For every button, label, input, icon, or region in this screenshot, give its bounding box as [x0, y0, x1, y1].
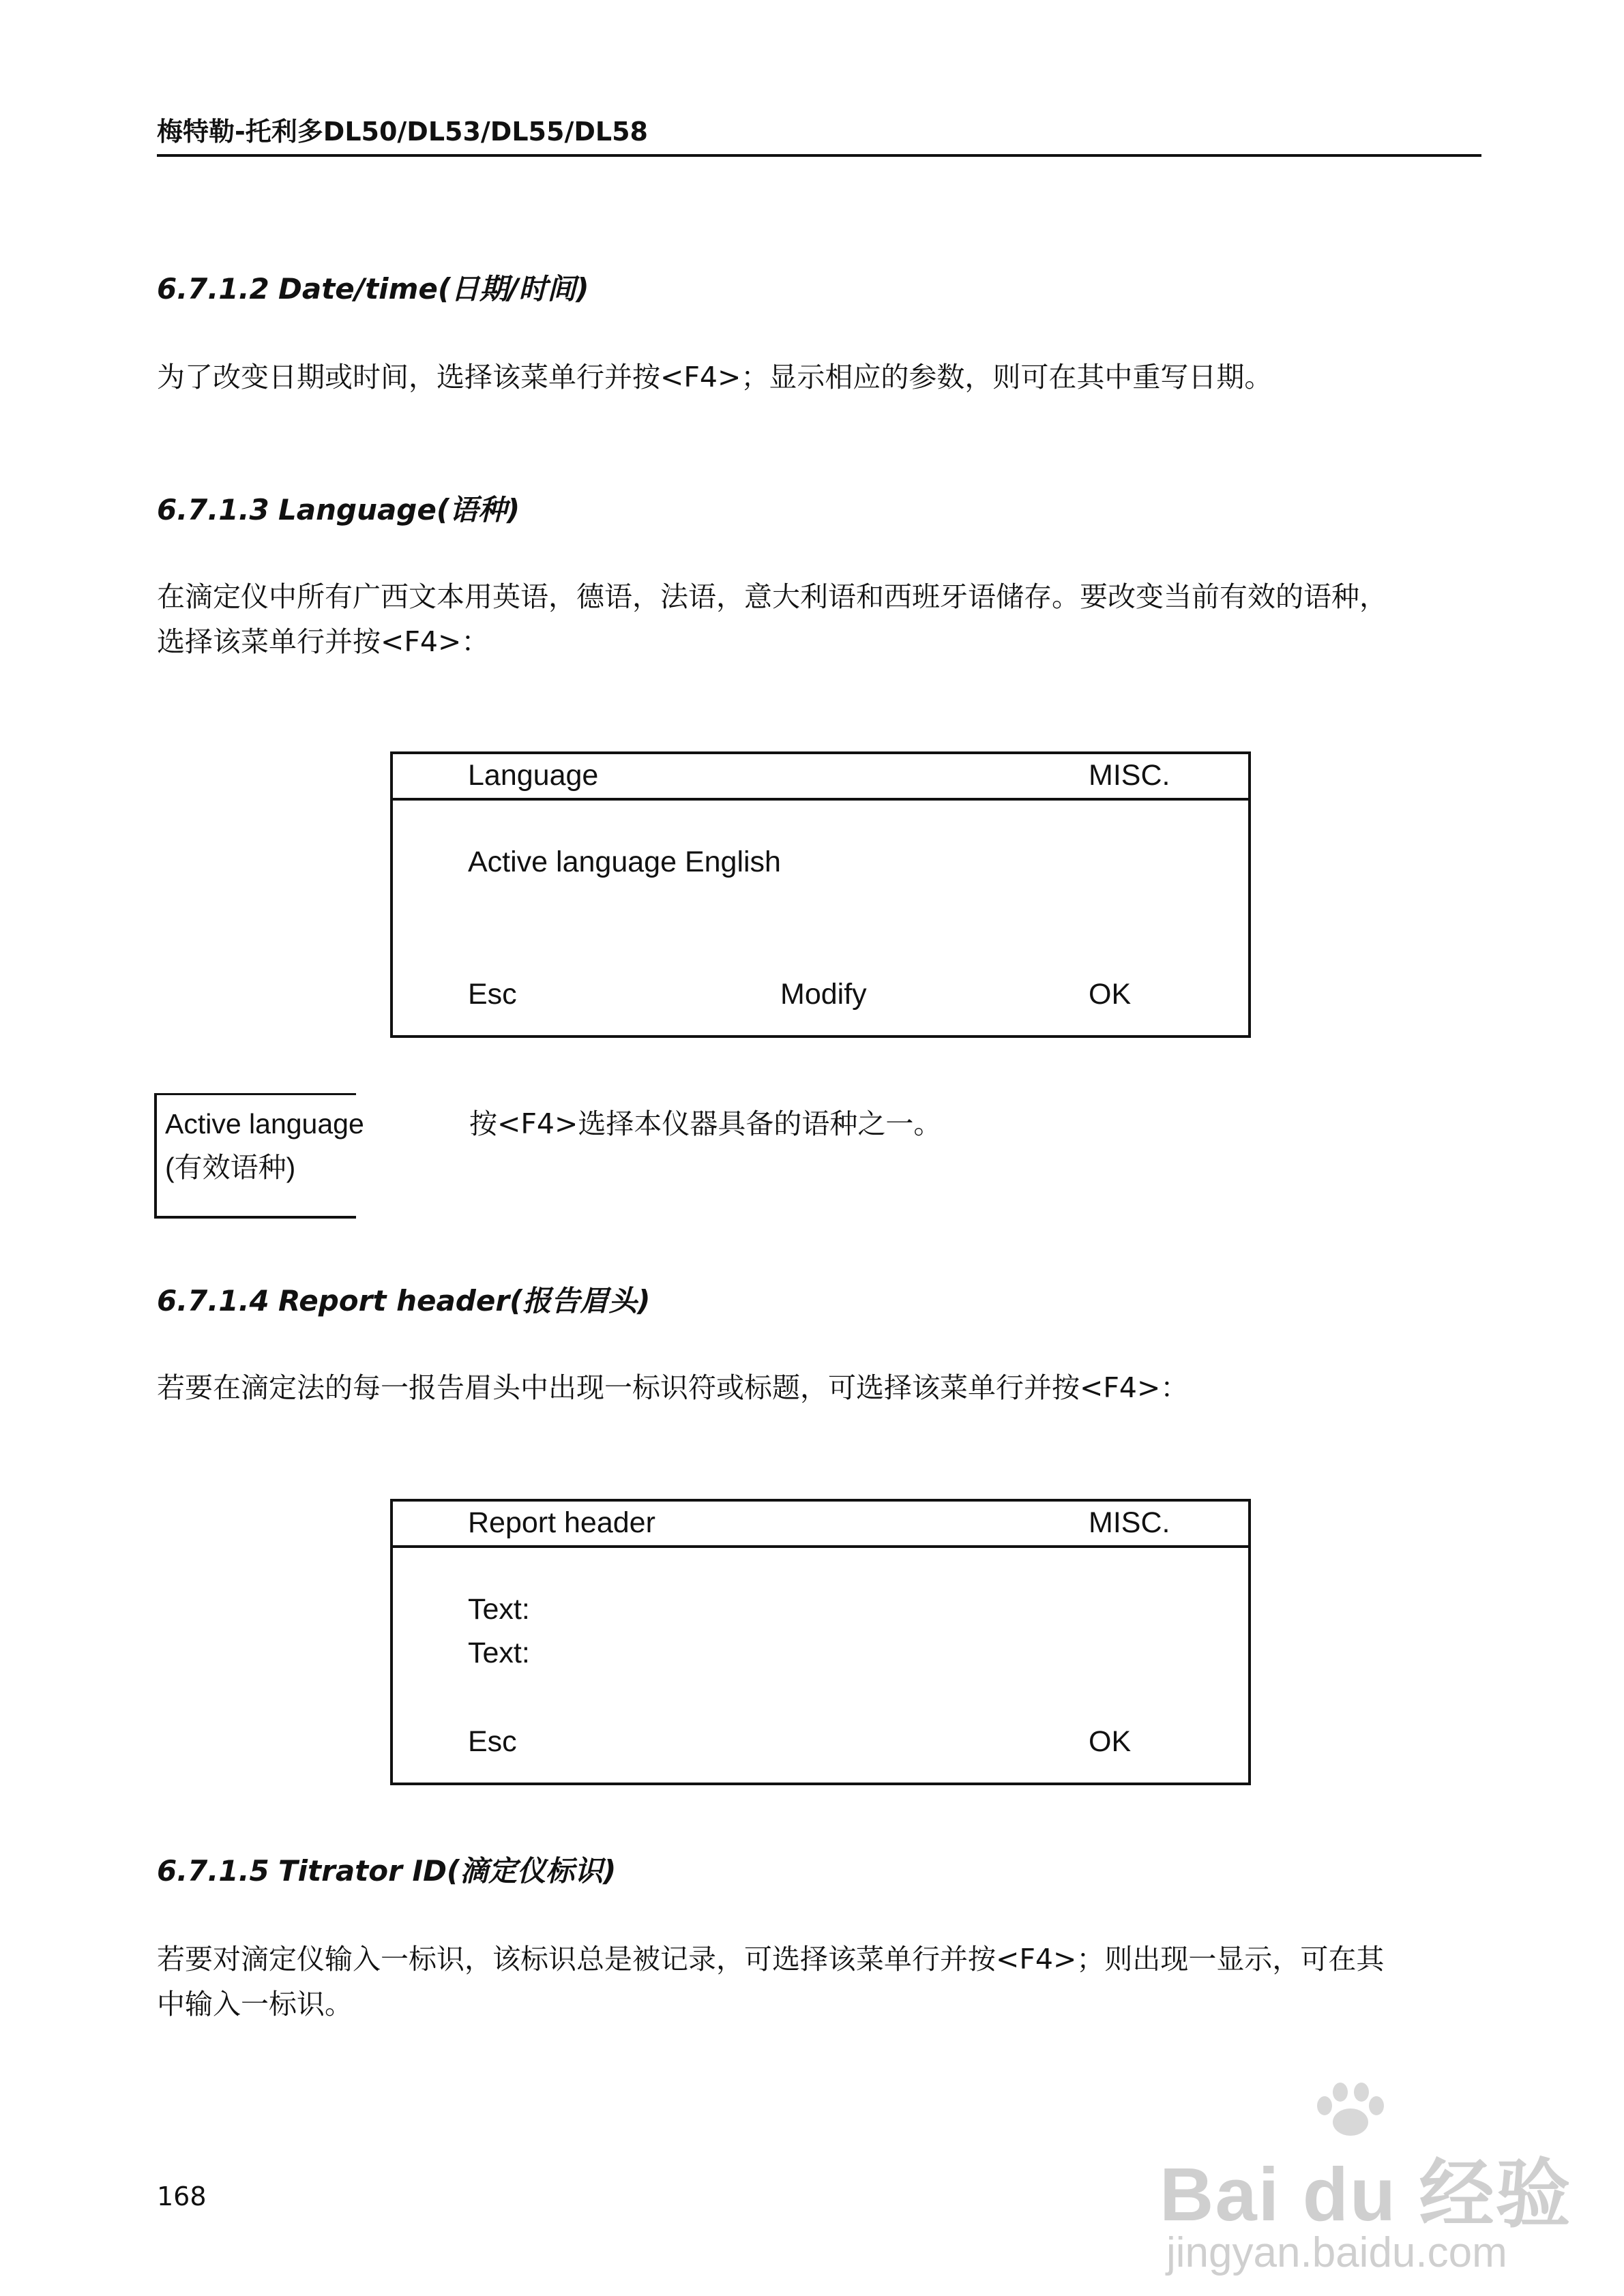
parameter-label-box [154, 1093, 364, 1219]
modify-softkey[interactable]: Modify [780, 978, 867, 1011]
running-header: 梅特勒-托利多DL50/DL53/DL55/DL58 [157, 117, 648, 147]
paragraph-line: 选择该菜单行并按<F4>： [157, 625, 490, 658]
paw-icon [1310, 2080, 1391, 2141]
language-screen [390, 751, 1251, 1038]
section-title: Report header(报告眉头) [278, 1284, 651, 1317]
paragraph-date-time: 为了改变日期或时间，选择该菜单行并按<F4>；显示相应的参数，则可在其中重写日期。 [157, 361, 1273, 393]
esc-softkey[interactable]: Esc [468, 978, 517, 1011]
paragraph-line: 在滴定仪中所有广西文本用英语，德语，法语，意大利语和西班牙语储存。要改变当前有效的语种， [157, 580, 1387, 613]
section-heading-date-time [157, 270, 589, 308]
ok-softkey[interactable]: OK [1089, 1725, 1132, 1758]
report-header-screen [390, 1499, 1251, 1785]
paragraph-language [157, 574, 1481, 664]
header-rule [157, 154, 1481, 157]
screen-title-bar [393, 1502, 1248, 1548]
section-number: 6.7.1.5 [157, 1854, 269, 1888]
watermark-url: jingyan.baidu.com [1166, 2229, 1507, 2276]
paragraph-line: 中输入一标识。 [157, 1988, 353, 2021]
screen-title: Report header [468, 1506, 655, 1539]
parameter-label-zh: (有效语种) [165, 1152, 296, 1183]
screen-menu-label: MISC. [1089, 759, 1170, 792]
section-title: Titrator ID(滴定仪标识) [278, 1854, 617, 1888]
section-title: Date/time(日期/时间) [278, 272, 589, 305]
active-language-line[interactable]: Active language English [468, 846, 781, 878]
screen-title: Language [468, 759, 599, 792]
section-number: 6.7.1.3 [157, 493, 269, 526]
parameter-description: 按<F4>选择本仪器具备的语种之一。 [469, 1107, 942, 1140]
esc-softkey[interactable]: Esc [468, 1725, 517, 1758]
watermark-brand: Bai du 经验 [1160, 2153, 1572, 2237]
page-number: 168 [157, 2181, 207, 2211]
screen-title-bar [393, 754, 1248, 801]
section-heading-language [157, 491, 520, 529]
ok-softkey[interactable]: OK [1089, 978, 1132, 1011]
text-field-1[interactable]: Text: [468, 1593, 530, 1626]
section-number: 6.7.1.2 [157, 272, 269, 305]
screen-menu-label: MISC. [1089, 1506, 1170, 1539]
paragraph-line: 若要对滴定仪输入一标识，该标识总是被记录，可选择该菜单行并按<F4>；则出现一显示，可在其 [157, 1943, 1385, 1976]
section-heading-titrator-id [157, 1852, 616, 1890]
text-field-2[interactable]: Text: [468, 1637, 530, 1669]
paragraph-report-header: 若要在滴定法的每一报告眉头中出现一标识符或标题，可选择该菜单行并按<F4>： [157, 1371, 1189, 1404]
paragraph-titrator-id [157, 1937, 1481, 2027]
section-heading-report-header [157, 1282, 650, 1320]
section-title: Language(语种) [278, 493, 520, 526]
section-number: 6.7.1.4 [157, 1284, 269, 1317]
parameter-label-en: Active language [165, 1108, 364, 1139]
baidu-watermark [1160, 2080, 1572, 2284]
